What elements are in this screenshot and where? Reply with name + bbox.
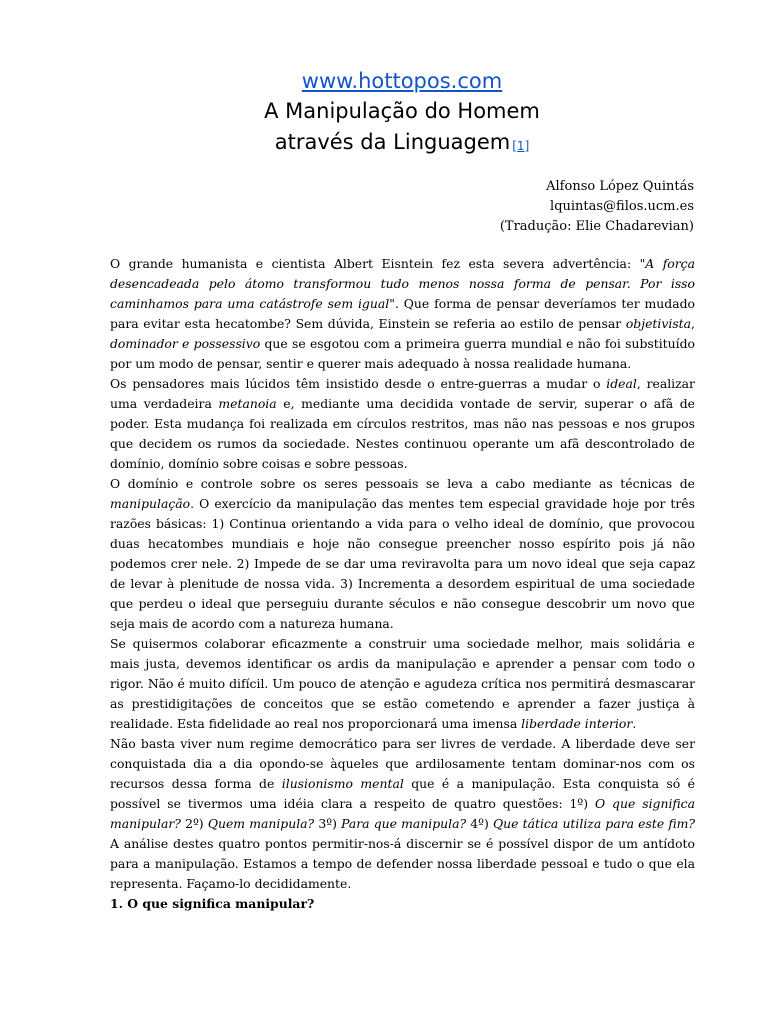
paragraph-4 bbox=[110, 634, 695, 734]
p5-em-question-2: Quem manipula? bbox=[207, 816, 315, 831]
p2-text-3: e, mediante uma decidida vontade de servir, superar o afã de poder. Esta mudança foi realizada em círculos restritos, mas não nas pessoas e nos grupos que decidem os rumos da sociedade. Nestes continuou operante um afã descontrolado de domínio, domínio sobre coisas e sobre pessoas. bbox=[110, 396, 695, 471]
p3-text-2: . O exercício da manipulação das mentes tem especial gravidade hoje por três razões básicas: 1) Continua orientando a vida para o velho ideal de domínio, que provocou duas hecatombes mundiais e hoje não consegue preencher nosso espírito pois já não podemos crer nele. 2) Impede de se dar uma reviravolta para um novo ideal que seja capaz de levar à plenitude de nossa vida. 3) Incrementa a desordem espiritual de uma sociedade que perdeu o ideal que perseguiu durante séculos e não consegue descobrir um novo que seja mais de acordo com a natureza humana. bbox=[110, 496, 695, 631]
p5-text-6: A análise destes quatro pontos permitir-nos-á discernir se é possível dispor de um antídoto para a manipulação. Estamos a tempo de defender nossa liberdade pessoal e tudo o que ela representa. Façamo-lo decididamente. bbox=[110, 836, 695, 891]
p1-text-4: que se esgotou com a primeira guerra mundial e não foi substituído por um modo de pensar, sentir e querer mais adequado à nossa realidade humana. bbox=[110, 336, 696, 371]
p2-em-metanoia: metanoia bbox=[218, 396, 277, 411]
p1-em-objetivista: objetivista bbox=[625, 316, 692, 331]
footnote-link[interactable]: [1] bbox=[512, 139, 530, 153]
p5-text-3: 2º) bbox=[180, 816, 208, 831]
author-email[interactable]: lquintas@filos.ucm.es bbox=[550, 199, 694, 214]
title-line-2 bbox=[0, 127, 768, 161]
translation-credit: (Tradução: Elie Chadarevian) bbox=[499, 219, 694, 234]
author-block bbox=[500, 177, 694, 237]
p1-text-1: O grande humanista e cientista Albert Eisntein fez esta severa advertência: " bbox=[110, 256, 646, 271]
p2-text-2: , realizar uma verdadeira bbox=[110, 376, 695, 411]
p5-em-ilusionismo: ilusionismo mental bbox=[281, 776, 404, 791]
p4-text-2: . bbox=[632, 716, 637, 731]
paragraph-2 bbox=[110, 374, 695, 474]
p1-em-dominador: dominador e possessivo bbox=[110, 336, 261, 351]
p1-text-2: ". Que forma de pensar deveríamos ter mudado para evitar esta hecatombe? Sem dúvida, Einstein se referia ao estilo de pensar bbox=[110, 296, 695, 331]
p5-text-5: 4º) bbox=[466, 816, 494, 831]
p2-em-ideal: ideal bbox=[606, 376, 637, 391]
p3-text-1: O domínio e controle sobre os seres pessoais se leva a cabo mediante as técnicas de bbox=[110, 476, 695, 491]
paragraph-3 bbox=[110, 474, 695, 634]
paragraph-1 bbox=[110, 254, 695, 374]
title-line-2-text: através da Linguagem bbox=[274, 130, 511, 154]
document-body bbox=[110, 254, 695, 914]
paragraph-5 bbox=[110, 734, 695, 894]
p5-em-question-4: Que tática utiliza para este fim? bbox=[493, 816, 696, 831]
p5-text-2: que é a manipulação. Esta conquista só é possível se tivermos uma idéia clara a respeito de quatro questões: 1º) bbox=[110, 776, 695, 811]
p1-text-3: , bbox=[691, 316, 695, 331]
p2-text-1: Os pensadores mais lúcidos têm insistido desde o entre-guerras a mudar o bbox=[110, 376, 607, 391]
p1-quote: A força desencadeada pelo átomo transformou tudo menos nossa forma de pensar. Por isso caminhamos para uma catástrofe sem igual bbox=[110, 256, 696, 311]
p3-em-manipulacao: manipulação bbox=[110, 496, 191, 511]
site-link[interactable]: www.hottopos.com bbox=[301, 69, 503, 93]
title-line-1: A Manipulação do Homem bbox=[264, 99, 540, 123]
section-heading: 1. O que significa manipular? bbox=[110, 896, 315, 911]
p4-text-1: Se quisermos colaborar eficazmente a construir uma sociedade melhor, mais solidária e mais justa, devemos identificar os ardis da manipulação e aprender a pensar com todo o rigor. Não é muito difícil. Um pouco de atenção e agudeza crítica nos permitirá desmascarar as prestidigitações de conceitos que se estão cometendo e aprender a fazer justiça à realidade. Esta fidelidade ao real nos proporcionará uma imensa bbox=[110, 636, 695, 731]
p5-text-4: 3º) bbox=[314, 816, 342, 831]
author-name: Alfonso López Quintás bbox=[546, 179, 694, 194]
p5-text-1: Não basta viver num regime democrático para ser livres de verdade. A liberdade deve ser conquistada dia a dia opondo-se àqueles que ardilosamente tentam dominar-nos com os recursos dessa forma de bbox=[110, 736, 695, 791]
p4-em-liberdade: liberdade interior bbox=[521, 716, 633, 731]
p5-em-question-1: O que significa manipular? bbox=[110, 796, 695, 831]
document-title bbox=[0, 96, 768, 161]
p5-em-question-3: Para que manipula? bbox=[341, 816, 467, 831]
